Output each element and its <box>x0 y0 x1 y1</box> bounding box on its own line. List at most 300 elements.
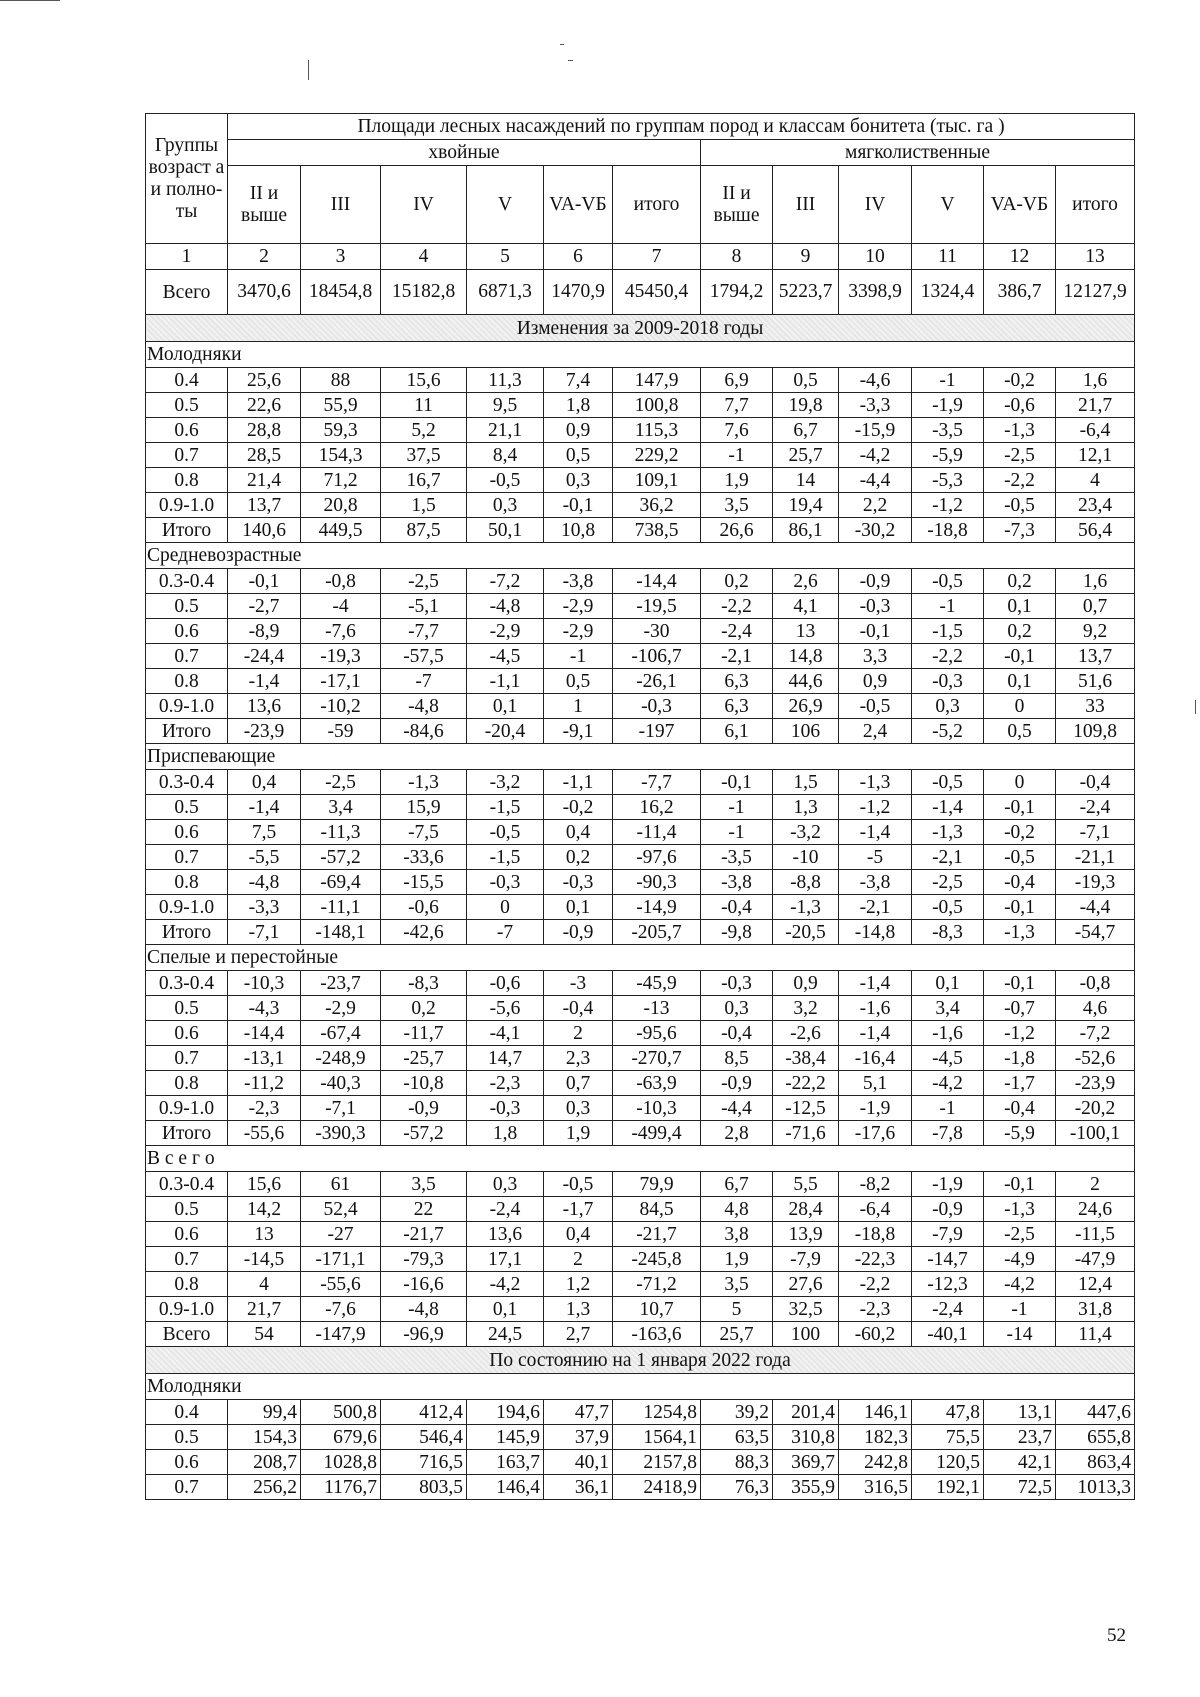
cell-value: 154,3 <box>228 1425 301 1450</box>
cell-value: -2,5 <box>912 870 984 895</box>
cell-value: 3,3 <box>839 644 912 669</box>
cell-value: -1,3 <box>912 820 984 845</box>
column-header: II и выше <box>701 166 773 244</box>
cell-value: -7,3 <box>984 518 1056 543</box>
cell-value: 4 <box>228 1272 301 1297</box>
cell-value: -57,2 <box>381 1121 467 1146</box>
cell-value: -1,1 <box>467 669 544 694</box>
cell-value: -4,6 <box>839 368 912 393</box>
cell-value: -11,1 <box>301 895 381 920</box>
cell-value: -0,4 <box>1056 770 1135 795</box>
cell-value: 192,1 <box>912 1475 984 1500</box>
conifer-header: хвойные <box>228 140 701 166</box>
table-row <box>146 368 1135 393</box>
cell-value: 803,5 <box>381 1475 467 1500</box>
cell-value: 147,9 <box>613 368 701 393</box>
cell-value: 146,1 <box>839 1400 912 1425</box>
cell-value: 0,3 <box>467 493 544 518</box>
cell-value: -8,9 <box>228 619 301 644</box>
cell-value: 72,5 <box>984 1475 1056 1500</box>
cell-value: 19,4 <box>773 493 839 518</box>
cell-value: -2,9 <box>544 594 613 619</box>
cell-value: 7,7 <box>701 393 773 418</box>
cell-value: 75,5 <box>912 1425 984 1450</box>
cell-value: 412,4 <box>381 1400 467 1425</box>
cell-value: 0,9 <box>839 669 912 694</box>
cell-value: 0,1 <box>467 1297 544 1322</box>
cell-value: 79,9 <box>613 1172 701 1197</box>
cell-value: 88 <box>301 368 381 393</box>
cell-value: 39,2 <box>701 1400 773 1425</box>
cell-value: -14,5 <box>228 1247 301 1272</box>
cell-value: 229,2 <box>613 443 701 468</box>
row-label: 0.7 <box>146 1046 228 1071</box>
cell-value: 16,7 <box>381 468 467 493</box>
cell-value: -23,9 <box>228 719 301 744</box>
cell-value: -8,3 <box>381 971 467 996</box>
cell-value: 1,9 <box>544 1121 613 1146</box>
cell-value: -0,4 <box>984 1096 1056 1121</box>
cell-value: 1 <box>544 694 613 719</box>
cell-value: -11,7 <box>381 1021 467 1046</box>
scan-mark <box>1195 700 1196 714</box>
cell-value: 3,2 <box>773 996 839 1021</box>
cell-value: -0,1 <box>839 619 912 644</box>
cell-value: 55,9 <box>301 393 381 418</box>
row-label: 0.4 <box>146 368 228 393</box>
cell-value: 28,8 <box>228 418 301 443</box>
cell-value: 145,9 <box>467 1425 544 1450</box>
section-title: Средневозрастные <box>146 543 1135 569</box>
row-label: 0.3-0.4 <box>146 770 228 795</box>
cell-value: -0,3 <box>467 1096 544 1121</box>
section-title: Приспевающие <box>146 744 1135 770</box>
cell-value: 12127,9 <box>1056 270 1135 315</box>
cell-value: -14,8 <box>839 920 912 945</box>
cell-value: 447,6 <box>1056 1400 1135 1425</box>
cell-value: -96,9 <box>381 1322 467 1347</box>
cell-value: 88,3 <box>701 1450 773 1475</box>
cell-value: 2,2 <box>839 493 912 518</box>
cell-value: 23,4 <box>1056 493 1135 518</box>
cell-value: -3,2 <box>773 820 839 845</box>
cell-value: -10,3 <box>613 1096 701 1121</box>
cell-value: -171,1 <box>301 1247 381 1272</box>
cell-value: 100 <box>773 1322 839 1347</box>
cell-value: -14 <box>984 1322 1056 1347</box>
band-title: Изменения за 2009-2018 годы <box>146 315 1135 342</box>
cell-value: -1 <box>912 1096 984 1121</box>
cell-value: 14,8 <box>773 644 839 669</box>
cell-value: -0,4 <box>701 895 773 920</box>
cell-value: 37,9 <box>544 1425 613 1450</box>
cell-value: -25,7 <box>381 1046 467 1071</box>
row-label: 0.8 <box>146 468 228 493</box>
cell-value: 40,1 <box>544 1450 613 1475</box>
cell-value: 15,6 <box>228 1172 301 1197</box>
cell-value: -270,7 <box>613 1046 701 1071</box>
cell-value: -0,9 <box>839 569 912 594</box>
cell-value: -14,9 <box>613 895 701 920</box>
cell-value: 0,3 <box>912 694 984 719</box>
cell-value: 54 <box>228 1322 301 1347</box>
cell-value: -1,1 <box>544 770 613 795</box>
cell-value: -1,5 <box>912 619 984 644</box>
table-row <box>146 518 1135 543</box>
cell-value: -0,1 <box>984 1172 1056 1197</box>
cell-value: -0,6 <box>984 393 1056 418</box>
cell-value: 84,5 <box>613 1197 701 1222</box>
cell-value: -0,3 <box>912 669 984 694</box>
cell-value: -22,3 <box>839 1247 912 1272</box>
cell-value: 14,7 <box>467 1046 544 1071</box>
cell-value: -2,4 <box>1056 795 1135 820</box>
cell-value: -0,2 <box>544 795 613 820</box>
cell-value: 13,7 <box>1056 644 1135 669</box>
cell-value: 0,1 <box>544 895 613 920</box>
cell-value: 2 <box>544 1021 613 1046</box>
column-header: III <box>301 166 381 244</box>
cell-value: -3,5 <box>912 418 984 443</box>
cell-value: 208,7 <box>228 1450 301 1475</box>
table-row <box>146 1400 1135 1425</box>
cell-value: -7,7 <box>381 619 467 644</box>
cell-value: -10,3 <box>228 971 301 996</box>
row-label: 0.9-1.0 <box>146 1096 228 1121</box>
column-number: 8 <box>701 244 773 270</box>
row-label: Итого <box>146 518 228 543</box>
cell-value: -0,3 <box>701 971 773 996</box>
cell-value: 13,7 <box>228 493 301 518</box>
cell-value: 3,5 <box>701 493 773 518</box>
cell-value: 0,4 <box>228 770 301 795</box>
cell-value: -1,3 <box>984 418 1056 443</box>
cell-value: 2 <box>544 1247 613 1272</box>
row-label: 0.8 <box>146 870 228 895</box>
cell-value: -7 <box>381 669 467 694</box>
scan-mark <box>0 0 60 1</box>
cell-value: 6871,3 <box>467 270 544 315</box>
cell-value: -0,2 <box>984 368 1056 393</box>
cell-value: 6,3 <box>701 669 773 694</box>
cell-value: 6,9 <box>701 368 773 393</box>
cell-value: -97,6 <box>613 845 701 870</box>
cell-value: -13,1 <box>228 1046 301 1071</box>
cell-value: -4,2 <box>467 1272 544 1297</box>
row-label: Итого <box>146 1121 228 1146</box>
cell-value: -17,6 <box>839 1121 912 1146</box>
cell-value: -0,5 <box>984 845 1056 870</box>
cell-value: 201,4 <box>773 1400 839 1425</box>
cell-value: 15,6 <box>381 368 467 393</box>
cell-value: -2,4 <box>912 1297 984 1322</box>
cell-value: -55,6 <box>228 1121 301 1146</box>
cell-value: -18,8 <box>839 1222 912 1247</box>
cell-value: -1,9 <box>912 393 984 418</box>
cell-value: 3,5 <box>381 1172 467 1197</box>
cell-value: 17,1 <box>467 1247 544 1272</box>
cell-value: 5223,7 <box>773 270 839 315</box>
cell-value: -4,4 <box>1056 895 1135 920</box>
cell-value: -1 <box>701 443 773 468</box>
cell-value: 1,5 <box>381 493 467 518</box>
cell-value: -10,8 <box>381 1071 467 1096</box>
cell-value: 42,1 <box>984 1450 1056 1475</box>
cell-value: 0,2 <box>544 845 613 870</box>
cell-value: -3,8 <box>839 870 912 895</box>
cell-value: -2,4 <box>701 619 773 644</box>
column-header: V <box>467 166 544 244</box>
table-row <box>146 820 1135 845</box>
cell-value: -20,2 <box>1056 1096 1135 1121</box>
cell-value: 369,7 <box>773 1450 839 1475</box>
cell-value: -4 <box>301 594 381 619</box>
cell-value: 109,1 <box>613 468 701 493</box>
cell-value: 0,5 <box>544 669 613 694</box>
cell-value: -4,3 <box>228 996 301 1021</box>
cell-value: -21,1 <box>1056 845 1135 870</box>
cell-value: -245,8 <box>613 1247 701 1272</box>
cell-value: 9,5 <box>467 393 544 418</box>
table-row <box>146 468 1135 493</box>
cell-value: -45,9 <box>613 971 701 996</box>
cell-value: -1,3 <box>984 1197 1056 1222</box>
column-number: 9 <box>773 244 839 270</box>
cell-value: 3470,6 <box>228 270 301 315</box>
cell-value: -0,3 <box>613 694 701 719</box>
cell-value: -40,3 <box>301 1071 381 1096</box>
cell-value: 310,8 <box>773 1425 839 1450</box>
section-title: Молодняки <box>146 1374 1135 1400</box>
table-row <box>146 1071 1135 1096</box>
cell-value: -4,4 <box>701 1096 773 1121</box>
cell-value: 0,1 <box>984 594 1056 619</box>
cell-value: 8,4 <box>467 443 544 468</box>
cell-value: 4,8 <box>701 1197 773 1222</box>
cell-value: -0,4 <box>701 1021 773 1046</box>
cell-value: 26,6 <box>701 518 773 543</box>
row-label: Всего <box>146 1322 228 1347</box>
cell-value: -0,6 <box>467 971 544 996</box>
cell-value: -1,3 <box>839 770 912 795</box>
cell-value: 449,5 <box>301 518 381 543</box>
table-row <box>146 920 1135 945</box>
row-label: 0.3-0.4 <box>146 1172 228 1197</box>
cell-value: 2,6 <box>773 569 839 594</box>
cell-value: -7,9 <box>773 1247 839 1272</box>
cell-value: -8,8 <box>773 870 839 895</box>
cell-value: -71,2 <box>613 1272 701 1297</box>
cell-value: -0,3 <box>544 870 613 895</box>
cell-value: 50,1 <box>467 518 544 543</box>
cell-value: 2,4 <box>839 719 912 744</box>
cell-value: 163,7 <box>467 1450 544 1475</box>
cell-value: -147,9 <box>301 1322 381 1347</box>
cell-value: 0 <box>467 895 544 920</box>
table-row <box>146 443 1135 468</box>
cell-value: 33 <box>1056 694 1135 719</box>
row-label: 0.4 <box>146 1400 228 1425</box>
cell-value: -47,9 <box>1056 1247 1135 1272</box>
row-label: 0.9-1.0 <box>146 895 228 920</box>
table-row <box>146 996 1135 1021</box>
table-row <box>146 1475 1135 1500</box>
row-label: 0.9-1.0 <box>146 1297 228 1322</box>
table-row <box>146 1297 1135 1322</box>
cell-value: 5,1 <box>839 1071 912 1096</box>
section-band <box>146 1347 1135 1374</box>
cell-value: 13,6 <box>228 694 301 719</box>
cell-value: -2,6 <box>773 1021 839 1046</box>
cell-value: -3,3 <box>839 393 912 418</box>
cell-value: -7,1 <box>301 1096 381 1121</box>
cell-value: 115,3 <box>613 418 701 443</box>
cell-value: 0 <box>984 694 1056 719</box>
cell-value: -2,5 <box>984 1222 1056 1247</box>
cell-value: 14,2 <box>228 1197 301 1222</box>
cell-value: 12,4 <box>1056 1272 1135 1297</box>
cell-value: -0,6 <box>381 895 467 920</box>
cell-value: -18,8 <box>912 518 984 543</box>
cell-value: -4,5 <box>912 1046 984 1071</box>
cell-value: -9,8 <box>701 920 773 945</box>
cell-value: 0,2 <box>381 996 467 1021</box>
cell-value: 59,3 <box>301 418 381 443</box>
cell-value: -1,4 <box>228 795 301 820</box>
cell-value: -55,6 <box>301 1272 381 1297</box>
cell-value: -11,3 <box>301 820 381 845</box>
cell-value: -2,2 <box>984 468 1056 493</box>
cell-value: -1,3 <box>773 895 839 920</box>
cell-value: 1794,2 <box>701 270 773 315</box>
cell-value: -2,3 <box>839 1297 912 1322</box>
table-row <box>146 1046 1135 1071</box>
cell-value: -20,5 <box>773 920 839 945</box>
cell-value: -14,4 <box>613 569 701 594</box>
column-number: 11 <box>912 244 984 270</box>
cell-value: 0,3 <box>544 1096 613 1121</box>
cell-value: 0,5 <box>773 368 839 393</box>
cell-value: -4,2 <box>912 1071 984 1096</box>
cell-value: -4,5 <box>467 644 544 669</box>
cell-value: 1564,1 <box>613 1425 701 1450</box>
cell-value: -1,6 <box>912 1021 984 1046</box>
cell-value: 655,8 <box>1056 1425 1135 1450</box>
cell-value: -63,9 <box>613 1071 701 1096</box>
cell-value: 37,5 <box>381 443 467 468</box>
table-row <box>146 1197 1135 1222</box>
forest-area-table <box>145 113 1135 1500</box>
cell-value: -3,3 <box>228 895 301 920</box>
cell-value: 7,6 <box>701 418 773 443</box>
cell-value: -4,2 <box>984 1272 1056 1297</box>
cell-value: 47,7 <box>544 1400 613 1425</box>
cell-value: 6,1 <box>701 719 773 744</box>
cell-value: -2,1 <box>839 895 912 920</box>
column-header: III <box>773 166 839 244</box>
cell-value: -2,4 <box>467 1197 544 1222</box>
cell-value: 0,4 <box>544 1222 613 1247</box>
cell-value: -26,1 <box>613 669 701 694</box>
cell-value: -7 <box>467 920 544 945</box>
row-label: 0.3-0.4 <box>146 569 228 594</box>
cell-value: -0,2 <box>984 820 1056 845</box>
cell-value: 31,8 <box>1056 1297 1135 1322</box>
cell-value: -7,2 <box>467 569 544 594</box>
cell-value: -0,1 <box>228 569 301 594</box>
cell-value: 0,5 <box>544 443 613 468</box>
cell-value: -95,6 <box>613 1021 701 1046</box>
cell-value: -4,8 <box>467 594 544 619</box>
cell-value: -33,6 <box>381 845 467 870</box>
row-label: 0.8 <box>146 669 228 694</box>
column-number: 2 <box>228 244 301 270</box>
cell-value: 1,9 <box>701 1247 773 1272</box>
cell-value: 1,6 <box>1056 569 1135 594</box>
cell-value: -1,9 <box>912 1172 984 1197</box>
cell-value: 1470,9 <box>544 270 613 315</box>
cell-value: 32,5 <box>773 1297 839 1322</box>
table-row <box>146 418 1135 443</box>
cell-value: -22,2 <box>773 1071 839 1096</box>
cell-value: -106,7 <box>613 644 701 669</box>
cell-value: 45450,4 <box>613 270 701 315</box>
cell-value: 15,9 <box>381 795 467 820</box>
cell-value: -0,1 <box>984 795 1056 820</box>
cell-value: 1176,7 <box>301 1475 381 1500</box>
column-number: 13 <box>1056 244 1135 270</box>
cell-value: -0,9 <box>701 1071 773 1096</box>
cell-value: 5 <box>701 1297 773 1322</box>
cell-value: -19,3 <box>301 644 381 669</box>
column-number: 5 <box>467 244 544 270</box>
cell-value: -1 <box>984 1297 1056 1322</box>
cell-value: -1,7 <box>984 1071 1056 1096</box>
cell-value: -13 <box>613 996 701 1021</box>
cell-value: 1,6 <box>1056 368 1135 393</box>
cell-value: 47,8 <box>912 1400 984 1425</box>
section-header-row <box>146 744 1135 770</box>
cell-value: -2,3 <box>467 1071 544 1096</box>
table-row <box>146 1021 1135 1046</box>
cell-value: -14,7 <box>912 1247 984 1272</box>
cell-value: -19,5 <box>613 594 701 619</box>
cell-value: 52,4 <box>301 1197 381 1222</box>
column-header: II и выше <box>228 166 301 244</box>
cell-value: -8,2 <box>839 1172 912 1197</box>
cell-value: 0,3 <box>467 1172 544 1197</box>
cell-value: -1,8 <box>984 1046 1056 1071</box>
cell-value: -0,4 <box>984 870 1056 895</box>
cell-value: 86,1 <box>773 518 839 543</box>
cell-value: -69,4 <box>301 870 381 895</box>
cell-value: 386,7 <box>984 270 1056 315</box>
table-title: Площади лесных насаждений по группам пород и классам бонитета (тыс. га ) <box>228 114 1135 140</box>
row-label: 0.6 <box>146 1450 228 1475</box>
cell-value: 3,4 <box>301 795 381 820</box>
cell-value: -4,8 <box>381 1297 467 1322</box>
cell-value: 36,1 <box>544 1475 613 1500</box>
cell-value: 3,8 <box>701 1222 773 1247</box>
row-label: Всего <box>146 270 228 315</box>
row-label: 0.6 <box>146 418 228 443</box>
cell-value: 4,6 <box>1056 996 1135 1021</box>
cell-value: -40,1 <box>912 1322 984 1347</box>
cell-value: -24,4 <box>228 644 301 669</box>
cell-value: -2,9 <box>544 619 613 644</box>
row-label: 0.6 <box>146 1222 228 1247</box>
row-label: 0.5 <box>146 1425 228 1450</box>
